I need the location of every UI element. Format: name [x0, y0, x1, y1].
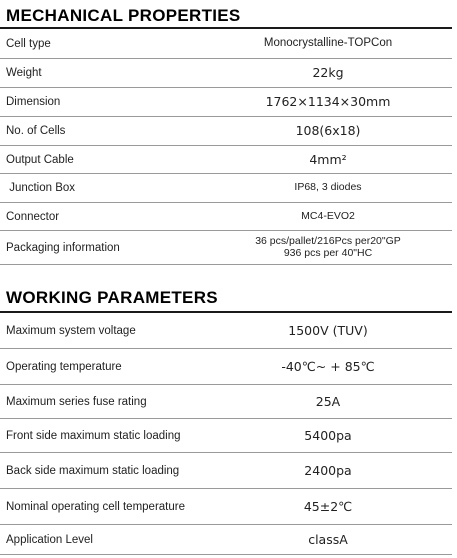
spec-value-line-2: 936 pcs per 40"HC [283, 246, 373, 259]
spec-label: No. of Cells [6, 125, 66, 137]
working-parameters-title: WORKING PARAMETERS [6, 288, 218, 307]
param-label: Maximum series fuse rating [6, 395, 147, 408]
working-parameters-section [0, 282, 457, 558]
spec-value: IP68, 3 diodes [294, 181, 362, 194]
spec-row-packaging [0, 231, 452, 265]
param-label: Front side maximum static loading [6, 429, 181, 442]
spec-value: 22kg [312, 65, 344, 81]
spec-value: 108(6x18) [295, 123, 361, 139]
param-value: 45±2℃ [303, 498, 353, 514]
param-value: 25A [315, 393, 341, 409]
spec-label: Connector [6, 210, 60, 223]
mechanical-properties-section [0, 0, 457, 270]
spec-value [222, 231, 434, 264]
param-label: Maximum system voltage [6, 324, 136, 337]
param-row-application-level [0, 525, 452, 555]
param-value: -40℃~ + 85℃ [281, 358, 375, 374]
spec-row-junction-box [0, 174, 452, 203]
spec-label: Weight [6, 67, 42, 79]
param-row-max-series-fuse [0, 385, 452, 419]
spec-row-dimension [0, 88, 452, 117]
spec-row-weight [0, 59, 452, 88]
mechanical-properties-title: MECHANICAL PROPERTIES [6, 6, 241, 25]
spec-row-no-of-cells [0, 117, 452, 146]
spec-row-connector [0, 203, 452, 231]
param-value: 1500V (TUV) [288, 322, 368, 338]
spec-label: Output Cable [6, 153, 74, 166]
spec-value: 1762×1134×30mm [265, 94, 391, 110]
spec-value: MC4-EVO2 [301, 209, 355, 222]
param-label: Operating temperature [6, 360, 122, 373]
param-value: 2400pa [304, 462, 352, 478]
param-row-max-system-voltage [0, 313, 452, 349]
spec-value-line-1: 36 pcs/pallet/216Pcs per20"GP [255, 234, 401, 247]
spec-label: Dimension [6, 96, 61, 108]
param-row-nominal-cell-temperature [0, 489, 452, 525]
param-value: 5400pa [304, 427, 352, 443]
param-row-front-static-loading [0, 419, 452, 453]
spec-value: 4mm² [309, 151, 347, 167]
spec-label: Cell type [6, 37, 51, 50]
spec-label: Junction Box [6, 182, 76, 194]
param-row-back-static-loading [0, 453, 452, 489]
spec-row-output-cable [0, 146, 452, 174]
param-row-operating-temperature [0, 349, 452, 385]
spec-label: Packaging information [6, 241, 120, 254]
spec-row-cell-type [0, 29, 452, 59]
spec-value: Monocrystalline-TOPCon [263, 37, 393, 50]
param-value: classA [308, 531, 348, 547]
param-label: Application Level [6, 533, 93, 546]
param-label: Nominal operating cell temperature [6, 500, 185, 513]
param-label: Back side maximum static loading [6, 464, 180, 477]
